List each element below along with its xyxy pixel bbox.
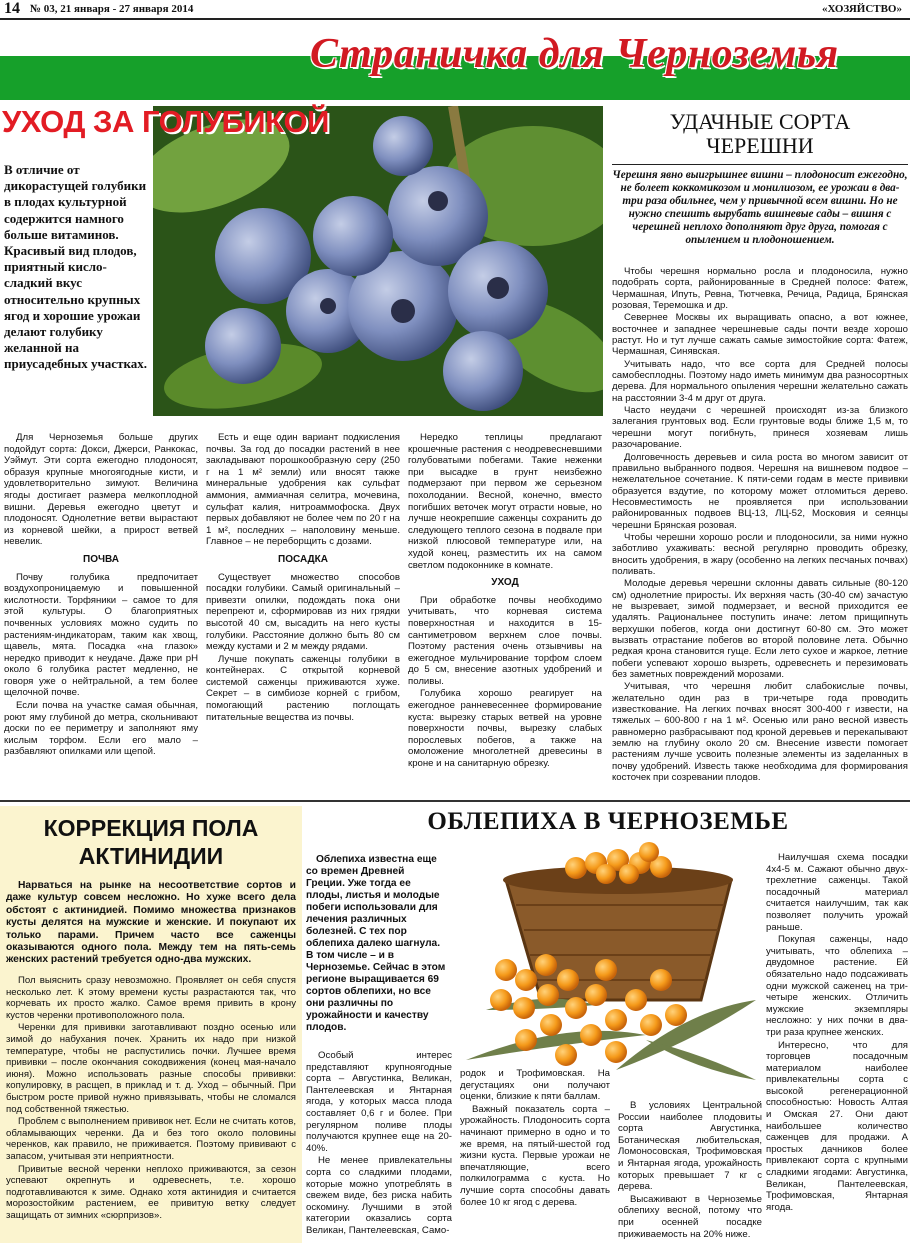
blueberry-title: УХОД ЗА ГОЛУБИКОЙ — [2, 104, 329, 139]
actinidia-body — [6, 975, 296, 1222]
paragraph: Покупая саженцы, надо учитывать, что облепиха – двудомное растение. Ей обязательно надо подсаживать одни мужской саженец на три-четыре женских. Отличить мужские экземпляры несложно: у них почки в два-три раза крупнее женских. — [766, 934, 908, 1038]
paragraph: Не менее привлекательны сорта со сладкими плодами, которые можно употреблять в свежем виде, без риска набить оскомину. Лучшими в этой категории оказались сорта Великан, Пантелеевская, Само- — [306, 1155, 452, 1236]
section-banner-title: Страничка для Черноземья — [310, 31, 839, 77]
seabuckthorn-column-4 — [766, 852, 908, 1214]
paragraph: В условиях Центральной России наиболее плодовиты сорта Августинка, Ботаническая любительская, Ломоносовская, Трофимовская и Янтарная ягода, урожайность которых превышает 7 кг с дерева. — [618, 1100, 762, 1193]
paragraph: родок и Трофимовская. На дегустациях они получают оценки, близкие к пяти баллам. — [460, 1068, 610, 1103]
seabuckthorn-column-1 — [306, 1050, 452, 1238]
paragraph: Для Черноземья больше других подойдут сорта: Докси, Джерси, Ранкокас, Уэймут. Эти сорта ежегодно плодоносят, образуя крупные многоягодные кисти, и удовлетворительно зимуют. Величина ягоды достигает размера мелкоплодной вишни. Деревья ежегодно цветут и плодоносят. Однолетние ветви вырастают из корневой шейки, а прирост ветвей невелик. — [4, 432, 198, 548]
paragraph: Черенки для прививки заготавливают поздно осенью или зимой до набухания почек. Хранить их надо при низкой температуре, чтобы не распустились почки. Лучшее время прививки – после окончания сокодвижения (конец мая-начало июня). Можно использовать разные способы прививки: копулировку, в расщеп, в приклад и т. д. Уход – обычный. При быстром росте привой нужно привязывать, чтобы не сломался под собственной тяжестью. — [6, 1022, 296, 1115]
paragraph: При обработке почвы необходимо учитывать, что корневая система поверхностная и находится в 15-сантиметровом верхнем слое почвы. Поэтому растения очень отзывчивы на ежегодное мульчирование торфом слоем до 5 см, внесение азотных удобрений и поливы. — [408, 594, 602, 687]
paragraph: Чтобы черешни хорошо росли и плодоносили, за ними нужно заботливо ухаживать: весной регулярно проводить обрезку, вносить удобрения, в жару (особенно на легких песчаных почвах) поливать. — [612, 531, 908, 577]
seabuckthorn-column-2 — [460, 1068, 610, 1209]
paragraph: Особый интерес представляют крупноягодные сорта – Августинка, Великан, Пантелеевская и Янтарная ягода, у которых масса плода составляет 0,6 г и более. При регулярном поливе плоды получаются крупнее еще на 20-40%. — [306, 1050, 452, 1154]
blueberry-column-1 — [4, 432, 198, 759]
cherry-title — [612, 110, 908, 158]
paragraph: Пол выяснить сразу невозможно. Проявляет он себя спустя несколько лет. К этому времени кусты разрастаются так, что корчевать их просто жалко. Самое время привить в крону кустов черенки противоположного пола. — [6, 975, 296, 1021]
cherry-title-rule — [612, 164, 908, 165]
actinidia-lead: Нарваться на рынке на несоответствие сортов и даже культур совсем несложно. Но хуже всего дела обстоят с актинидией. Помимо множества признаков кусты делятся на мужские и женские. И покупают их только парами. Причем часто все саженцы оказываются одного пола. Между тем на пять-семь женских растений требуется одно-два мужских. — [6, 880, 296, 966]
paragraph: Интересно, что для торговцев посадочным материалом наиболее привлекательны сорта с высокой регенерационной способностью: Новость Алтая и Омская 27. Они дают наибольшее количество саженцев для продажи. А простых дачников более привлекают сорта с крупными сладкими ягодами: Августинка, Великан, Пантелеевская, Трофимовская, Янтарная ягода. — [766, 1039, 908, 1213]
paragraph: Есть и еще один вариант подкисления почвы. За год до посадки растений в нее закладывают порошкообразную серу (250 г на 1 м² земли) или вносят также минеральные удобрения как сульфат аммония, аммиачная селитра, мочевина, сульфат калия, нитроаммофоска. Двух первых добавляют не более чем по 20 г на 1 м², последних – наполовину меньше. Главное – не переборщить с дозами. — [206, 432, 400, 548]
subheading-soil: ПОЧВА — [83, 553, 119, 565]
paragraph: Учитывая, что черешня любит слабокислые почвы, желательно один раз в три-четыре года проводить известкование. На легких почвах вносят 300-400 г извести, на тяжелых – 600-800 г на 1 м². Осенью или рано весной известь равномерно разбрасывают под кроной деревьев и перекапывают землю на глубину около 20 см. Внесение извести помогает растениям лучше усвоить полезные элементы из заделанных в почву удобрений. Известь также необходима для формирования косточек при созревании плодов. — [612, 681, 908, 784]
actinidia-title-line-1: КОРРЕКЦИЯ ПОЛА — [43, 815, 259, 841]
paragraph: Учитывать надо, что все сорта для Средней полосы самобесплодны. Поэтому надо иметь минимум два разносортных дерева. Для нормального опыления черешни желательно сажать на расстоянии 3-4 м друг от друга. — [612, 358, 908, 404]
subheading-care: УХОД — [491, 577, 519, 589]
paragraph: Голубика хорошо реагирует на ежегодное ранневесеннее формирование куста: вырезку старых ветвей на уровне поверхности почвы, вырезку слабых порослевых побегов, а также на омоложение многолетней древесины в кроне и на санитарную обрезку. — [408, 688, 602, 770]
paragraph: Проблем с выполнением прививок нет. Если не считать котов, обламывающих черенки. Да и без того около половины черенков, как правило, не приживается. Поэтому прививают с запасом, учитывая эти неприятности. — [6, 1116, 296, 1162]
paragraph: Молодые деревья черешни склонны давать сильные (80-120 см) однолетние приросты. Их верхняя часть (30-40 см) зачастую не вызревает, зимой подмерзает, и весной приходится ее удалять. Рациональнее поступить иначе: летом прищипнуть верхушки побегов, когда они достигнут 60-80 см. Это может вызвать отрастание побегов во второй половине лета. Обычно редкая крона становится гуще. Если лето сухое и жаркое, летние побеги успевают хорошо вызреть, одревеснеть и перезимовать без заметных повреждений морозами. — [612, 578, 908, 681]
paragraph: Нередко теплицы предлагают крошечные растения с неодревесневшими голубоватыми побегами. Такие неженки при высадке в грунт неизбежно подмерзают при первом же серьезном похолодании. Весной, конечно, вместо погибших веточек могут отрасти новые, но лучше неокрепшие саженцы сохранить до следующего теплого сезона в подвале при низкой плюсовой температуре или, на худой конец, разместить их на самом светлом подоконнике в комнате. — [408, 432, 602, 571]
blueberry-lead: В отличие от дикорастущей голубики в плодах культурной содержится намного больше витаминов. Красивый вид плодов, приятный кисло-сладкий вкус относительно крупных ягод и хорошие урожаи делают голубику желанной на приусадебных участках. — [4, 162, 148, 372]
subheading-planting: ПОСАДКА — [278, 553, 328, 565]
seabuckthorn-lead: Облепиха известна еще со времен Древней Греции. Уже тогда ее плоды, листья и молодые побеги использовали для лечения различных болезней. С тех пор облепиха далеко шагнула. В том числе – и в Черноземье. Сейчас в этом регионе выращивается 69 сортов облепихи, но все они различны по урожайности и качеству плодов. — [306, 854, 446, 1033]
paragraph: Севернее Москвы их выращивать опасно, а вот южнее, восточнее и западнее черешневые сады почти везде хорошо растут. Но и тут лучше сажать самые зимостойкие сорта: Фатеж, Чермашная, Синявская. — [612, 312, 908, 358]
paragraph: Существует множество способов посадки голубики. Самый оригинальный – привезти опилки, подождать пока они перепреют и, сформировав из них грядки высотой 40 см, высадить на него кусты голубики. Расстояние должно быть 80 см между кустами и 2 м между рядами. — [206, 571, 400, 653]
blueberry-column-2 — [206, 432, 400, 724]
seabuckthorn-photo — [446, 830, 766, 1095]
cherry-title-line-1: УДАЧНЫЕ СОРТА — [669, 109, 851, 134]
seabuckthorn-column-3 — [618, 1100, 762, 1241]
newspaper-name: «ХОЗЯЙСТВО» — [821, 3, 902, 15]
section-divider — [0, 800, 910, 802]
paragraph: Почву голубика предпочитает воздухопроницаемую и повышенной кислотности. Торфяники – самое то для этой культуры. О благоприятных почвенных условиях можно судить по растениям-индикаторам, таким как хвощ, щавель, мята. Посадка «на глазок» нередко приводит к неудаче. Даже при pH около 6 голубика растет медленно, не говоря уже о нейтральной, а тем более щелочной почве. — [4, 571, 198, 699]
paragraph: Важный показатель сорта – урожайность. Плодоносить сорта начинают примерно в одно и то же время, на пятый-шестой год жизни куста. Первые урожаи не впечатляющие, всего полкилограмма с куста. Но лучшие сорта способны давать более 10 кг ягод с дерева. — [460, 1103, 610, 1208]
paragraph: Привитые весной черенки неплохо приживаются, за сезон успевают окрепнуть и одревеснеть, т.е. хорошо подготавливаются к зиме. Однако хотя актинидия и считается морозостойким растением, ее привитую ветку следует защищать от зимних «сюрпризов». — [6, 1163, 296, 1221]
page-number: 14 — [4, 0, 20, 17]
paragraph: Наилучшая схема посадки 4х4-5 м. Сажают обычно двух-трехлетние саженцы. Такой посадочный материал считается наилучшим, так как позволяет получить урожай раньше. — [766, 852, 908, 933]
header-rule — [0, 18, 910, 20]
paragraph: Чтобы черешня нормально росла и плодоносила, нужно подобрать сорта, районированные в Средней полосе: Фатеж, Чермашная, Ипуть, Ревна, Тютчевка, Речица, Радица, Брянская розовая, Теремошка и др. — [612, 266, 908, 312]
cherry-body — [612, 266, 908, 784]
blueberry-illustration — [153, 106, 603, 416]
paragraph: Часто неудачи с черешней происходят из-за близкого залегания грунтовых вод. Если грунтовые воды ближе 1,5 м, то черешни могут погибнуть, принеся хозяевам лишь разочарование. — [612, 405, 908, 451]
paragraph: Долговечность деревьев и сила роста во многом зависит от правильно выбранного подвоя. Черешня на вишневом подвое – нежелательное сочетание. К пяти-семи годам в месте прививки образуется вздутие, по которому может отломиться дерево. Несовместимость не проявляется при использовании районированных подвоев ВЦ-13, ЛЦ-52, Московия и сеянцы черешни Брянская розовая. — [612, 451, 908, 531]
seabuckthorn-title: ОБЛЕПИХА В ЧЕРНОЗЕМЬЕ — [427, 808, 789, 835]
paragraph: Если почва на участке самая обычная, роют яму глубиной до метра, скольнивают доски по ее периметру и заполняют яму кислым торфом. Если его мало – разбавляют опилками или щепой. — [4, 700, 198, 758]
cherry-lead: Черешня явно выигрышнее вишни – плодоносит ежегодно, не болеет коккомикозом и монилиозом, ее урожаи в два-три раза обильнее, чем у привычной всем вишни. Но не нужно спешить вырубать вишневые сады – вишня с черешней неплохо дополняют друг друга, помогая с опылением и плодоношением. — [612, 169, 908, 246]
cherry-title-line-2: ЧЕРЕШНИ — [706, 133, 814, 158]
paragraph: Высаживают в Черноземье облепиху весной, потому что при осенней посадке приживаемость на 20% ниже. — [618, 1193, 762, 1240]
blueberry-photo — [153, 106, 603, 416]
actinidia-title-line-2: АКТИНИДИИ — [78, 843, 224, 869]
paragraph: Лучше покупать саженцы голубики в контейнерах. С открытой корневой системой саженцы приживаются хуже. Секрет – в симбиозе корней с грибом, помогающий растению поглощать питательные вещества из почвы. — [206, 653, 400, 723]
seabuckthorn-illustration — [446, 830, 766, 1095]
issue-date: № 03, 21 января - 27 января 2014 — [30, 3, 194, 15]
actinidia-title — [0, 814, 302, 870]
blueberry-column-3 — [408, 432, 602, 771]
